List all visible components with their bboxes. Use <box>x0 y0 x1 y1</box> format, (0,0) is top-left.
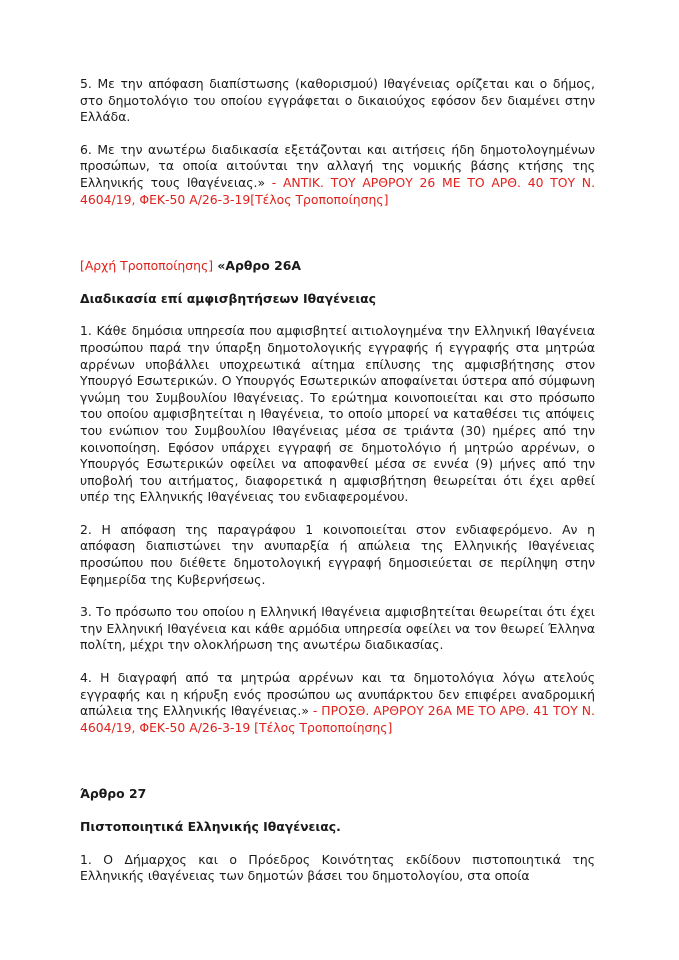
amendment-start-marker: [Αρχή Τροποποίησης] <box>80 258 214 274</box>
article-26a-paragraph-4-text: 4. Η διαγραφή από τα μητρώα αρρένων και τα δημοτολόγια λόγω ατελούς εγγραφής και η κήρυξη ενός προσώπου ως ανυπάρκτου δεν επιφέρει αναδρομική απώλεια της Ελληνικής Ιθαγένειας.» <box>80 670 595 719</box>
article-26a-heading <box>80 258 595 275</box>
article-26a-paragraph-3: 3. Το πρόσωπο του οποίου η Ελληνική Ιθαγένεια αμφισβητείται θεωρείται ότι έχει την Ελληνική Ιθαγένεια και κάθε αρμόδια υπηρεσία οφείλει να τον θεωρεί Έλληνα πολίτη, μέχρι την ολοκλήρωση της ανωτέρω διαδικασίας. <box>80 604 595 653</box>
article-26a-title: «Αρθρο 26Α <box>213 258 301 274</box>
amendment-note-26: - ΑΝΤΙΚ. ΤΟΥ ΑΡΘΡΟΥ 26 ΜΕ ΤΟ ΑΡΘ. 40 ΤΟΥ Ν. 4604/19, ΦΕΚ-50 Α/26-3-19[Τέλος Τροποποίησης] <box>80 174 596 207</box>
paragraph-6 <box>80 142 595 208</box>
article-26a-paragraph-4 <box>80 670 595 736</box>
article-26a-paragraph-2: 2. Η απόφαση της παραγράφου 1 κοινοποιείται στον ενδιαφερόμενο. Αν η απόφαση διαπιστώνει την ανυπαρξία ή απώλεια της Ελληνικής Ιθαγένειας προσώπου που διέθετε δημοτολογική εγγραφή δημοσιεύεται σε περίληψη στην Εφημερίδα της Κυβερνήσεως. <box>80 521 595 587</box>
paragraph-5: 5. Με την απόφαση διαπίστωσης (καθορισμού) Ιθαγένειας ορίζεται και ο δήμος, στο δημοτολόγιο του οποίου εγγράφεται ο δικαιούχος εφόσον δεν διαμένει στην Ελλάδα. <box>80 76 595 125</box>
article-27-paragraph-1: 1. Ο Δήμαρχος και ο Πρόεδρος Κοινότητας εκδίδουν πιστοποιητικά της Ελληνικής ιθαγένειας των δημοτών βάσει του δημοτολογίου, στα οποία <box>80 851 595 884</box>
paragraph-6-text: 6. Με την ανωτέρω διαδικασία εξετάζονται και αιτήσεις ήδη δημοτολογημένων προσώπων, τα οποία αιτούνται την αλλαγή της νομικής βάσης κτήσης της Ελληνικής τους Ιθαγένειας.» <box>80 141 595 190</box>
article-27-title: Άρθρο 27 <box>80 786 147 802</box>
article-26a-subtitle: Διαδικασία επί αμφισβητήσεων Ιθαγένειας <box>80 290 377 306</box>
document-page <box>80 76 595 885</box>
article-26a-paragraph-1: 1. Κάθε δημόσια υπηρεσία που αμφισβητεί αιτιολογημένα την Ελληνική Ιθαγένεια προσώπου παρά την ύπαρξη δημοτολογικής εγγραφής ή εγγραφής στα μητρώα αρρένων υποβάλλει υποχρεωτικά αίτημα επίλυσης της αμφισβήτησης στον Υπουργό Εσωτερικών. Ο Υπουργός Εσωτερικών αποφαίνεται ύστερα από σύμφωνη γνώμη του Συμβουλίου Ιθαγένειας. Το ερώτημα κοινοποιείται και στο πρόσωπο του οποίου αμφισβητείται η Ιθαγένεια, το οποίο μπορεί να καταθέσει τις απόψεις του ενώπιον του Συμβουλίου Ιθαγένειας μέσα σε τριάντα (30) ημέρες από την κοινοποίηση. Εφόσον υπάρχει εγγραφή σε δημοτολόγιο ή μητρώο αρρένων, ο Υπουργός Εσωτερικών οφείλει να αποφανθεί μέσα σε εννέα (9) μήνες από την υποβολή του αιτήματος, διαφορετικά η αμφισβήτηση θεωρείται ότι έχει αρθεί υπέρ της Ελληνικής Ιθαγένειας του ενδιαφερομένου. <box>80 323 595 505</box>
amendment-note-26a: - ΠΡΟΣΘ. ΑΡΘΡΟΥ 26Α ΜΕ ΤΟ ΑΡΘ. 41 ΤΟΥ Ν. 4604/19, ΦΕΚ-50 Α/26-3-19 [Τέλος Τροποποίησης] <box>80 703 595 735</box>
article-27-subtitle: Πιστοποιητικά Ελληνικής Ιθαγένειας. <box>80 819 341 834</box>
